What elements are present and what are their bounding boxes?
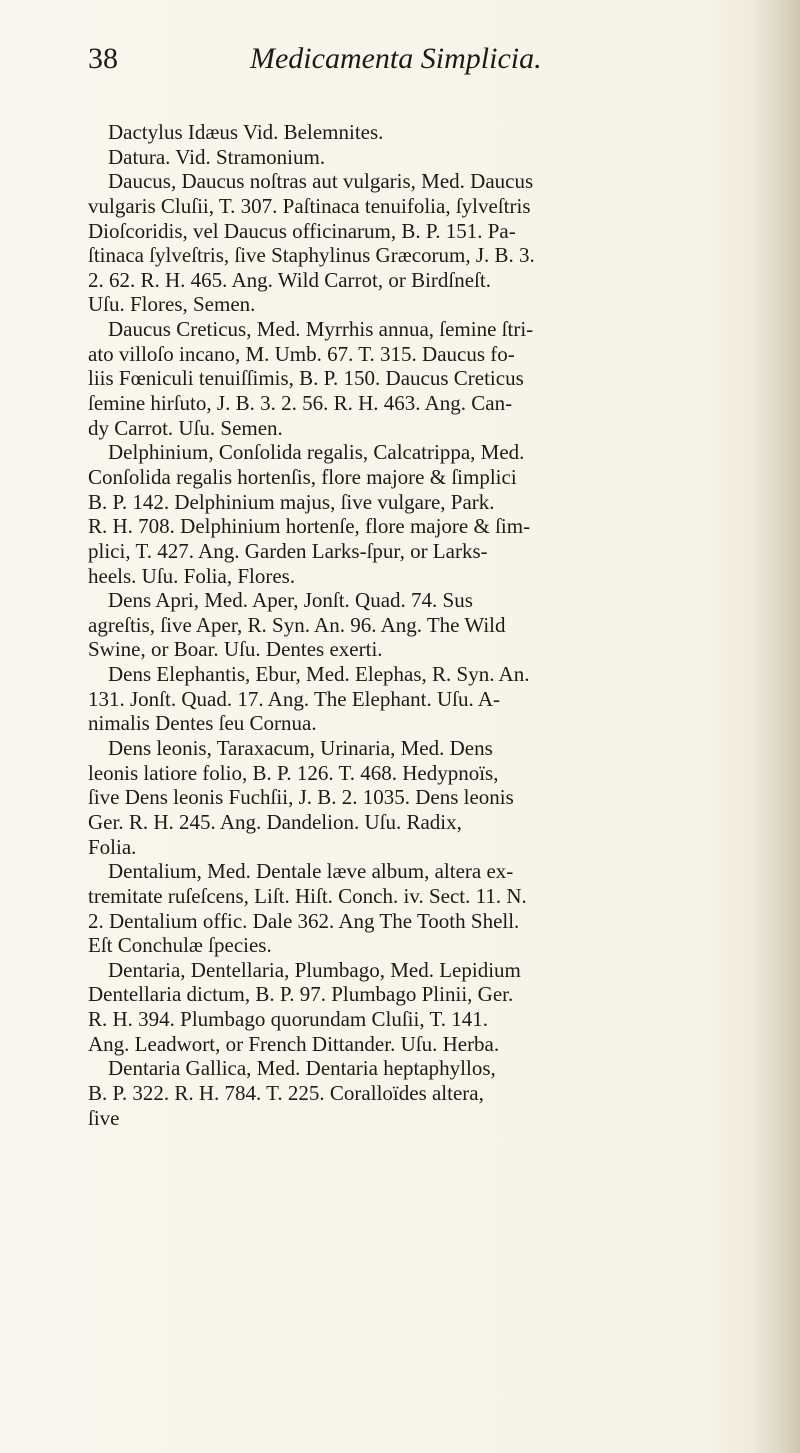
text-line: Datura. Vid. Stramonium. bbox=[108, 144, 326, 169]
text-line: Eſt Conchulæ ſpecies. bbox=[88, 933, 272, 958]
text-line: B. P. 322. R. H. 784. T. 225. Coralloïdes altera, bbox=[88, 1080, 484, 1105]
page-header bbox=[88, 42, 648, 90]
text-line: leonis latiore folio, B. P. 126. T. 468. Hedypnoïs, bbox=[88, 760, 499, 785]
text-line: liis Fœniculi tenuiſſimis, B. P. 150. Daucus Creticus bbox=[88, 366, 524, 391]
text-line: ſive Dens leonis Fuchſii, J. B. 2. 1035. Dens leonis bbox=[88, 785, 514, 810]
text-line: ſemine hirſuto, J. B. 3. 2. 56. R. H. 463. Ang. Can- bbox=[88, 391, 513, 416]
text-line: Dioſcoridis, vel Daucus officinarum, B. P. 151. Pa- bbox=[88, 218, 516, 243]
text-line: tremitate ruſeſcens, Liſt. Hiſt. Conch. iv. Sect. 11. N. bbox=[88, 883, 527, 908]
text-line: Ger. R. H. 245. Ang. Dandelion. Uſu. Radix, bbox=[88, 809, 462, 834]
body-text bbox=[88, 120, 760, 1130]
text-line: dy Carrot. Uſu. Semen. bbox=[88, 415, 283, 440]
text-line: Dentalium, Med. Dentale læve album, altera ex- bbox=[108, 859, 514, 884]
text-line: 2. 62. R. H. 465. Ang. Wild Carrot, or Birdſneſt. bbox=[88, 267, 491, 292]
text-line: R. H. 708. Delphinium hortenſe, flore majore & ſim- bbox=[88, 514, 531, 539]
text-line: Dactylus Idæus Vid. Belemnites. bbox=[108, 120, 384, 144]
text-line: Uſu. Flores, Semen. bbox=[88, 292, 256, 317]
text-line: heels. Uſu. Folia, Flores. bbox=[88, 563, 296, 588]
text-line: Dens Apri, Med. Aper, Jonſt. Quad. 74. Sus bbox=[108, 588, 473, 613]
text-line: Dentellaria dictum, B. P. 97. Plumbago Plinii, Ger. bbox=[88, 982, 514, 1007]
text-line: Daucus, Daucus noſtras aut vulgaris, Med. Daucus bbox=[108, 169, 534, 194]
text-line: Conſolida regalis hortenſis, flore majore & ſimplici bbox=[88, 464, 517, 489]
text-line: Daucus Creticus, Med. Myrrhis annua, ſemine ſtri- bbox=[108, 317, 534, 342]
text-line: 131. Jonſt. Quad. 17. Ang. The Elephant. Uſu. A- bbox=[88, 686, 500, 711]
text-line: Swine, or Boar. Uſu. Dentes exerti. bbox=[88, 637, 383, 662]
text-line: R. H. 394. Plumbago quorundam Cluſii, T. 141. bbox=[88, 1007, 488, 1032]
text-line: B. P. 142. Delphinium majus, ſive vulgare, Park. bbox=[88, 489, 495, 514]
running-title: Medicamenta Simplicia. bbox=[250, 42, 542, 75]
text-line: Ang. Leadwort, or French Dittander. Uſu. Herba. bbox=[88, 1031, 500, 1056]
text-line: Dentaria, Dentellaria, Plumbago, Med. Lepidium bbox=[108, 957, 521, 982]
text-line: 2. Dentalium offic. Dale 362. Ang The Tooth Shell. bbox=[88, 908, 520, 933]
text-line: nimalis Dentes ſeu Cornua. bbox=[88, 711, 317, 736]
text-line: Dentaria Gallica, Med. Dentaria heptaphyllos, bbox=[108, 1056, 496, 1081]
text-line: Folia. bbox=[88, 834, 137, 859]
text-line: plici, T. 427. Ang. Garden Larks-ſpur, or Larks- bbox=[88, 538, 488, 563]
text-line: agreſtis, ſive Aper, R. Syn. An. 96. Ang. The Wild bbox=[88, 612, 506, 637]
text-line: Dens Elephantis, Ebur, Med. Elephas, R. Syn. An. bbox=[108, 662, 530, 687]
text-line: ſive bbox=[88, 1105, 120, 1130]
text-line: Dens leonis, Taraxacum, Urinaria, Med. Dens bbox=[108, 736, 493, 761]
text-line: Delphinium, Conſolida regalis, Calcatrippa, Med. bbox=[108, 440, 525, 465]
text-line: ato villoſo incano, M. Umb. 67. T. 315. Daucus fo- bbox=[88, 341, 515, 366]
page-number: 38 bbox=[88, 42, 118, 75]
text-line: vulgaris Cluſii, T. 307. Paſtinaca tenuifolia, ſylveſtris bbox=[88, 193, 531, 218]
text-line: ſtinaca ſylveſtris, ſive Staphylinus Græcorum, J. B. 3. bbox=[88, 243, 535, 268]
